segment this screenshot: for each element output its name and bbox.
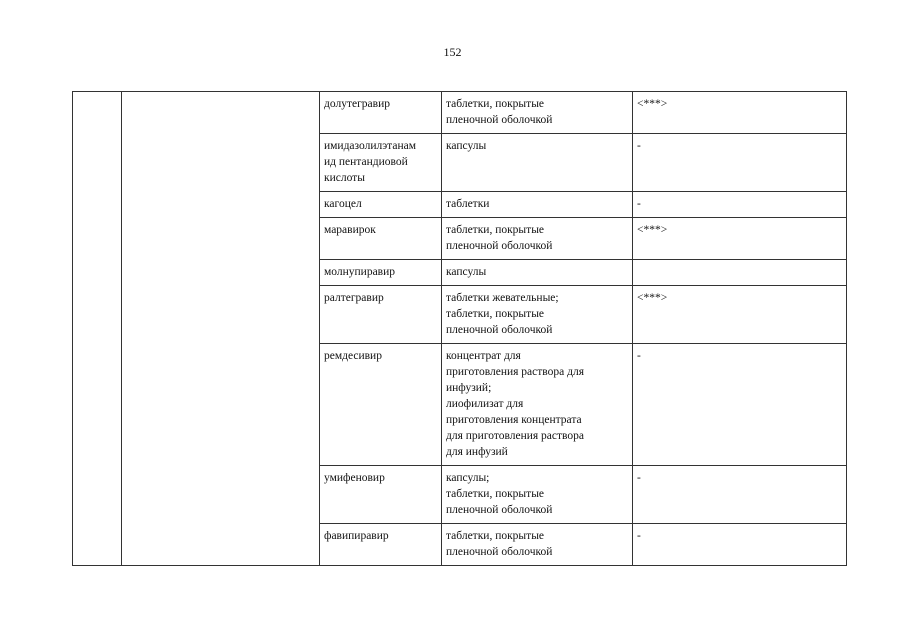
note-cell bbox=[633, 260, 847, 286]
note-cell: <***> bbox=[633, 286, 847, 344]
note-cell: - bbox=[633, 192, 847, 218]
note-cell: - bbox=[633, 466, 847, 524]
drug-name-cell: маравирок bbox=[320, 218, 442, 260]
table-row bbox=[73, 92, 847, 134]
dosage-form-cell: капсулы bbox=[442, 260, 633, 286]
drug-name-cell: долутегравир bbox=[320, 92, 442, 134]
note-cell: <***> bbox=[633, 218, 847, 260]
drug-name-cell: имидазолилэтанам ид пентандиовой кислоты bbox=[320, 134, 442, 192]
dosage-form-cell: таблетки, покрытые пленочной оболочкой bbox=[442, 524, 633, 566]
dosage-form-cell: таблетки, покрытые пленочной оболочкой bbox=[442, 218, 633, 260]
dosage-form-cell: капсулы; таблетки, покрытые пленочной оболочкой bbox=[442, 466, 633, 524]
drug-name-cell: молнупиравир bbox=[320, 260, 442, 286]
drug-name-cell: ремдесивир bbox=[320, 344, 442, 466]
dosage-form-cell: капсулы bbox=[442, 134, 633, 192]
drug-name-cell: умифеновир bbox=[320, 466, 442, 524]
dosage-form-cell: таблетки жевательные; таблетки, покрытые пленочной оболочкой bbox=[442, 286, 633, 344]
drug-name-cell: фавипиравир bbox=[320, 524, 442, 566]
drug-name-cell: ралтегравир bbox=[320, 286, 442, 344]
note-cell: - bbox=[633, 524, 847, 566]
note-cell: - bbox=[633, 134, 847, 192]
dosage-form-cell: таблетки bbox=[442, 192, 633, 218]
drug-name-cell: кагоцел bbox=[320, 192, 442, 218]
page-number: 152 bbox=[443, 45, 462, 59]
note-cell: <***> bbox=[633, 92, 847, 134]
note-cell: - bbox=[633, 344, 847, 466]
group-cell bbox=[122, 92, 320, 566]
code-cell bbox=[73, 92, 122, 566]
dosage-form-cell: таблетки, покрытые пленочной оболочкой bbox=[442, 92, 633, 134]
dosage-form-cell: концентрат для приготовления раствора для инфузий; лиофилизат для приготовления концентрата для приготовления раствора для инфузий bbox=[442, 344, 633, 466]
drug-table bbox=[72, 91, 847, 566]
